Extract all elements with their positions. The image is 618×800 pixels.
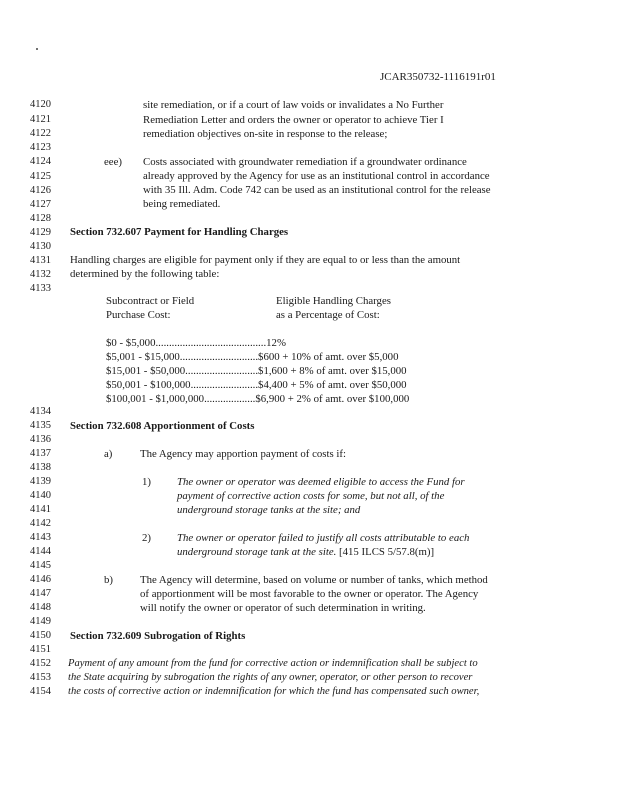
subsection-line: of apportionment will be most favorable to the owner or operator. The Agency [140,588,479,600]
table-col1-header: Subcontract or Field [106,295,195,307]
line-number: 4146 [30,574,51,585]
line-number: 4120 [30,99,51,110]
table-row: $0 - $5,000.........................................12% [106,337,286,349]
line-number: 4135 [30,420,51,431]
item-label-eee: eee) [104,156,122,168]
line-number: 4139 [30,476,51,487]
line-number: 4125 [30,171,51,182]
subsection-line: will notify the owner or operator of such determination in writing. [140,602,426,614]
line-number: 4154 [30,686,51,697]
intro-line: Handling charges are eligible for payment only if they are equal to or less than the amount [70,254,461,266]
subsection-label-a: a) [104,448,113,460]
table-col2-header: Eligible Handling Charges [276,295,391,307]
table-row: $15,001 - $50,000...........................$1,600 + 8% of amt. over $15,000 [106,365,407,377]
line-number: 4144 [30,546,51,557]
line-number: 4151 [30,644,51,655]
paragraph-line: site remediation, or if a court of law voids or invalidates a No Further [143,99,444,111]
line-number: 4150 [30,630,51,641]
item-label-2: 2) [142,532,151,544]
line-number: 4141 [30,504,51,515]
line-number: 4148 [30,602,51,613]
line-number: 4145 [30,560,51,571]
line-number: 4129 [30,227,51,238]
line-number: 4124 [30,156,51,167]
subsection-line: The Agency will determine, based on volume or number of tanks, which method [140,574,488,586]
item-line: payment of corrective action costs for some, but not all, of the [177,490,445,502]
paragraph-line: remediation objectives on-site in response to the release; [143,128,388,140]
paragraph-line: the State acquiring by subrogation the rights of any owner, operator, or other person to recover [68,672,473,683]
document-code: JCAR350732-1116191r01 [380,71,496,83]
intro-line: determined by the following table: [70,268,220,280]
line-number: 4128 [30,213,51,224]
line-number: 4147 [30,588,51,599]
scan-speck [36,48,38,50]
statute-citation: [415 ILCS 5/57.8(m)] [336,546,435,558]
item-line: with 35 Ill. Adm. Code 742 can be used as an institutional control for the release [143,184,491,196]
line-number: 4149 [30,616,51,627]
section-heading-608: Section 732.608 Apportionment of Costs [70,420,255,432]
table-col1-header: Purchase Cost: [106,309,171,321]
line-number: 4121 [30,114,51,125]
item-line: Costs associated with groundwater remediation if a groundwater ordinance [143,156,467,168]
line-number: 4133 [30,283,51,294]
line-number: 4127 [30,199,51,210]
line-number: 4131 [30,255,51,266]
line-number: 4152 [30,658,51,669]
section-heading-607: Section 732.607 Payment for Handling Charges [70,226,289,238]
table-row: $50,001 - $100,000.........................$4,400 + 5% of amt. over $50,000 [106,379,407,391]
line-number: 4137 [30,448,51,459]
line-number: 4142 [30,518,51,529]
item-line: being remediated. [143,198,221,210]
table-row: $100,001 - $1,000,000...................$6,900 + 2% of amt. over $100,000 [106,393,410,405]
line-number: 4134 [30,406,51,417]
section-heading-609: Section 732.609 Subrogation of Rights [70,630,246,642]
table-col2-header: as a Percentage of Cost: [276,309,380,321]
line-number: 4153 [30,672,51,683]
paragraph-line: Payment of any amount from the fund for corrective action or indemnification shall be subject to [68,658,478,669]
paragraph-line: Remediation Letter and orders the owner or operator to achieve Tier I [143,114,444,126]
item-line: The owner or operator was deemed eligible to access the Fund for [177,476,465,488]
line-number: 4143 [30,532,51,543]
line-number: 4136 [30,434,51,445]
paragraph-line: the costs of corrective action or indemnification for which the fund has compensated such owner, [68,686,480,697]
line-number: 4132 [30,269,51,280]
item-line-italic: underground storage tank at the site. [177,546,337,558]
item-line [177,547,434,558]
item-line: already approved by the Agency for use as an institutional control in accordance [143,170,490,182]
subsection-text-a: The Agency may apportion payment of costs if: [140,448,346,460]
item-line: underground storage tanks at the site; and [177,504,361,516]
line-number: 4140 [30,490,51,501]
subsection-label-b: b) [104,574,113,586]
line-number: 4138 [30,462,51,473]
table-row: $5,001 - $15,000.............................$600 + 10% of amt. over $5,000 [106,351,399,363]
item-label-1: 1) [142,476,151,488]
line-number: 4130 [30,241,51,252]
line-number: 4122 [30,128,51,139]
line-number: 4126 [30,185,51,196]
item-line: The owner or operator failed to justify all costs attributable to each [177,532,470,544]
line-number: 4123 [30,142,51,153]
